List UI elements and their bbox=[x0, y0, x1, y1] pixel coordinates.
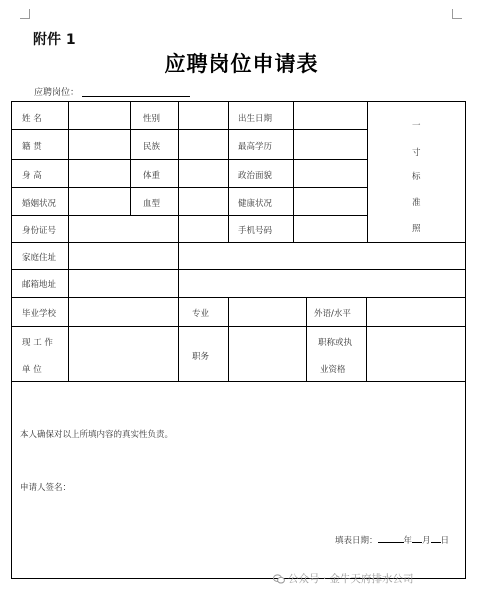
label-qualification: 职称或执 bbox=[318, 338, 353, 348]
label-qualification-2: 业资格 bbox=[320, 365, 346, 375]
crop-mark-top-right bbox=[452, 9, 462, 19]
photo-char: 准 bbox=[412, 198, 421, 208]
row-line bbox=[12, 215, 367, 216]
label-mobile: 手机号码 bbox=[238, 226, 273, 236]
label-gender: 性别 bbox=[143, 114, 161, 124]
label-home-address: 家庭住址 bbox=[22, 253, 57, 263]
photo-char: 一 bbox=[412, 121, 421, 131]
position-label: 应聘岗位： bbox=[34, 88, 80, 98]
label-weight: 体重 bbox=[143, 171, 161, 181]
day-input-line[interactable] bbox=[431, 534, 441, 543]
row-line bbox=[12, 129, 367, 130]
label-name: 姓 名 bbox=[22, 114, 42, 124]
col-line bbox=[228, 297, 229, 381]
col-line bbox=[293, 102, 294, 242]
signature-label: 申请人签名： bbox=[20, 483, 72, 493]
fill-date-day: 日 bbox=[440, 536, 450, 546]
label-ethnicity: 民族 bbox=[143, 142, 161, 152]
row-line bbox=[12, 326, 465, 327]
col-line bbox=[367, 102, 368, 242]
label-marital-status: 婚姻状况 bbox=[22, 199, 57, 209]
photo-char: 照 bbox=[412, 224, 421, 234]
row-line bbox=[12, 381, 465, 382]
label-id-number: 身份证号 bbox=[22, 226, 57, 236]
col-line bbox=[178, 102, 179, 381]
label-graduate-school: 毕业学校 bbox=[22, 309, 57, 319]
label-blood-type: 血型 bbox=[143, 199, 161, 209]
col-line bbox=[130, 102, 131, 215]
col-line bbox=[228, 102, 229, 242]
label-political-status: 政治面貌 bbox=[238, 171, 273, 181]
fill-date bbox=[335, 534, 449, 546]
row-line bbox=[12, 297, 465, 298]
col-line bbox=[366, 297, 367, 381]
form-title: 应聘岗位申请表 bbox=[164, 51, 319, 76]
crop-mark-top-left bbox=[20, 9, 30, 19]
label-major: 专业 bbox=[192, 309, 210, 319]
declaration-text: 本人确保对以上所填内容的真实性负责。 bbox=[20, 430, 174, 440]
label-health-status: 健康状况 bbox=[238, 199, 273, 209]
month-input-line[interactable] bbox=[412, 534, 422, 543]
watermark bbox=[273, 571, 414, 586]
label-height: 身 高 bbox=[22, 171, 42, 181]
label-birth-date: 出生日期 bbox=[238, 114, 273, 124]
watermark-text: 公众号 · 金牛天府排水公司 bbox=[288, 573, 414, 585]
label-education: 最高学历 bbox=[238, 142, 273, 152]
label-mail-address: 邮箱地址 bbox=[22, 280, 57, 290]
row-line bbox=[12, 187, 367, 188]
photo-char: 标 bbox=[412, 172, 421, 182]
row-line bbox=[12, 242, 465, 243]
fill-date-year: 年 bbox=[403, 536, 413, 546]
photo-char: 寸 bbox=[412, 148, 421, 158]
label-work-unit-2: 单 位 bbox=[22, 365, 42, 375]
row-line bbox=[12, 269, 465, 270]
col-line bbox=[306, 297, 307, 381]
attachment-label: 附件 1 bbox=[33, 32, 76, 48]
label-foreign-language: 外语/水平 bbox=[314, 309, 351, 319]
wechat-icon bbox=[273, 574, 285, 584]
application-form-table bbox=[11, 101, 466, 579]
year-input-line[interactable] bbox=[378, 534, 404, 543]
label-job-title: 职务 bbox=[192, 352, 210, 362]
fill-date-month: 月 bbox=[422, 536, 431, 546]
col-line bbox=[68, 102, 69, 381]
label-native-place: 籍 贯 bbox=[22, 142, 42, 152]
position-input-line[interactable] bbox=[82, 96, 190, 97]
row-line bbox=[12, 159, 367, 160]
fill-date-label: 填表日期： bbox=[335, 536, 378, 546]
label-work-unit: 现 工 作 bbox=[22, 338, 53, 348]
